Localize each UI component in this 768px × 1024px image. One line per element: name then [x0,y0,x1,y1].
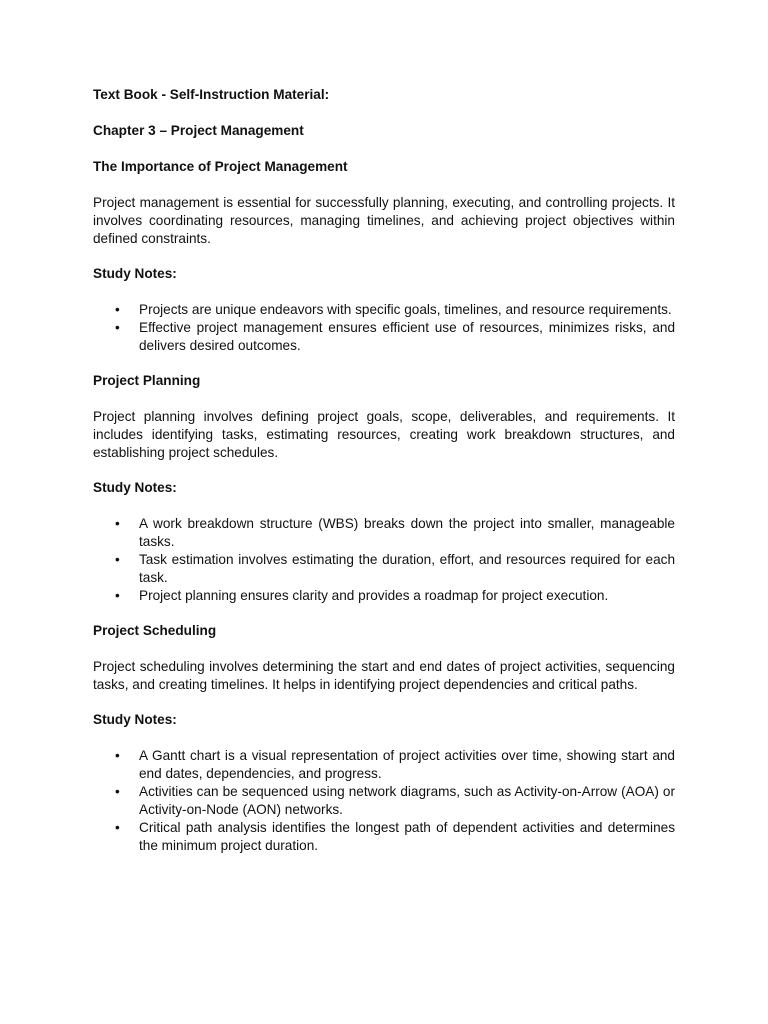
chapter-title: Chapter 3 – Project Management [93,123,304,138]
bullet-icon: • [115,320,120,335]
study-note-item [93,747,675,783]
bullet-icon: • [115,588,120,603]
document-page [93,86,675,855]
study-note-text: Effective project management ensures efficient use of resources, minimizes risks, and delivers desired outcomes. [139,320,675,353]
study-note-text: Activities can be sequenced using network diagrams, such as Activity-on-Arrow (AOA) or Activity-on-Node (AON) networks. [139,784,675,817]
study-note-text: A work breakdown structure (WBS) breaks down the project into smaller, manageable tasks. [139,516,675,549]
section-scheduling [93,622,675,855]
bullet-icon: • [115,784,120,799]
section-heading: The Importance of Project Management [93,159,348,174]
document-title: Text Book - Self-Instruction Material: [93,87,330,102]
study-note-text: A Gantt chart is a visual representation of project activities over time, showing start and end dates, dependencies, and progress. [139,748,675,781]
section-importance [93,158,675,355]
study-note-item [93,551,675,587]
study-notes-label: Study Notes: [93,712,177,727]
study-notes-label: Study Notes: [93,480,177,495]
study-note-item [93,301,675,319]
study-note-item [93,319,675,355]
study-note-text: Critical path analysis identifies the longest path of dependent activities and determines the minimum project duration. [139,820,675,853]
study-notes-list [93,515,675,605]
section-paragraph: Project management is essential for successfully planning, executing, and controlling projects. It involves coordinating resources, managing timelines, and achieving project objectives within defined constraints. [93,195,675,246]
bullet-icon: • [115,552,120,567]
section-planning [93,372,675,605]
study-note-item [93,819,675,855]
study-note-text: Projects are unique endeavors with specific goals, timelines, and resource requirements. [139,302,672,317]
study-note-item [93,515,675,551]
bullet-icon: • [115,516,120,531]
study-note-text: Task estimation involves estimating the duration, effort, and resources required for each task. [139,552,675,585]
section-heading: Project Planning [93,373,201,388]
study-note-item [93,587,675,605]
study-note-item [93,783,675,819]
bullet-icon: • [115,302,120,317]
bullet-icon: • [115,748,120,763]
section-paragraph: Project scheduling involves determining the start and end dates of project activities, sequencing tasks, and creating timelines. It helps in identifying project dependencies and critical paths. [93,659,675,692]
study-notes-list [93,747,675,855]
study-notes-list [93,301,675,355]
section-paragraph: Project planning involves defining project goals, scope, deliverables, and requirements. It includes identifying tasks, estimating resources, creating work breakdown structures, and establishing project schedules. [93,409,675,460]
bullet-icon: • [115,820,120,835]
study-note-text: Project planning ensures clarity and provides a roadmap for project execution. [139,588,609,603]
section-heading: Project Scheduling [93,623,217,638]
study-notes-label: Study Notes: [93,266,177,281]
